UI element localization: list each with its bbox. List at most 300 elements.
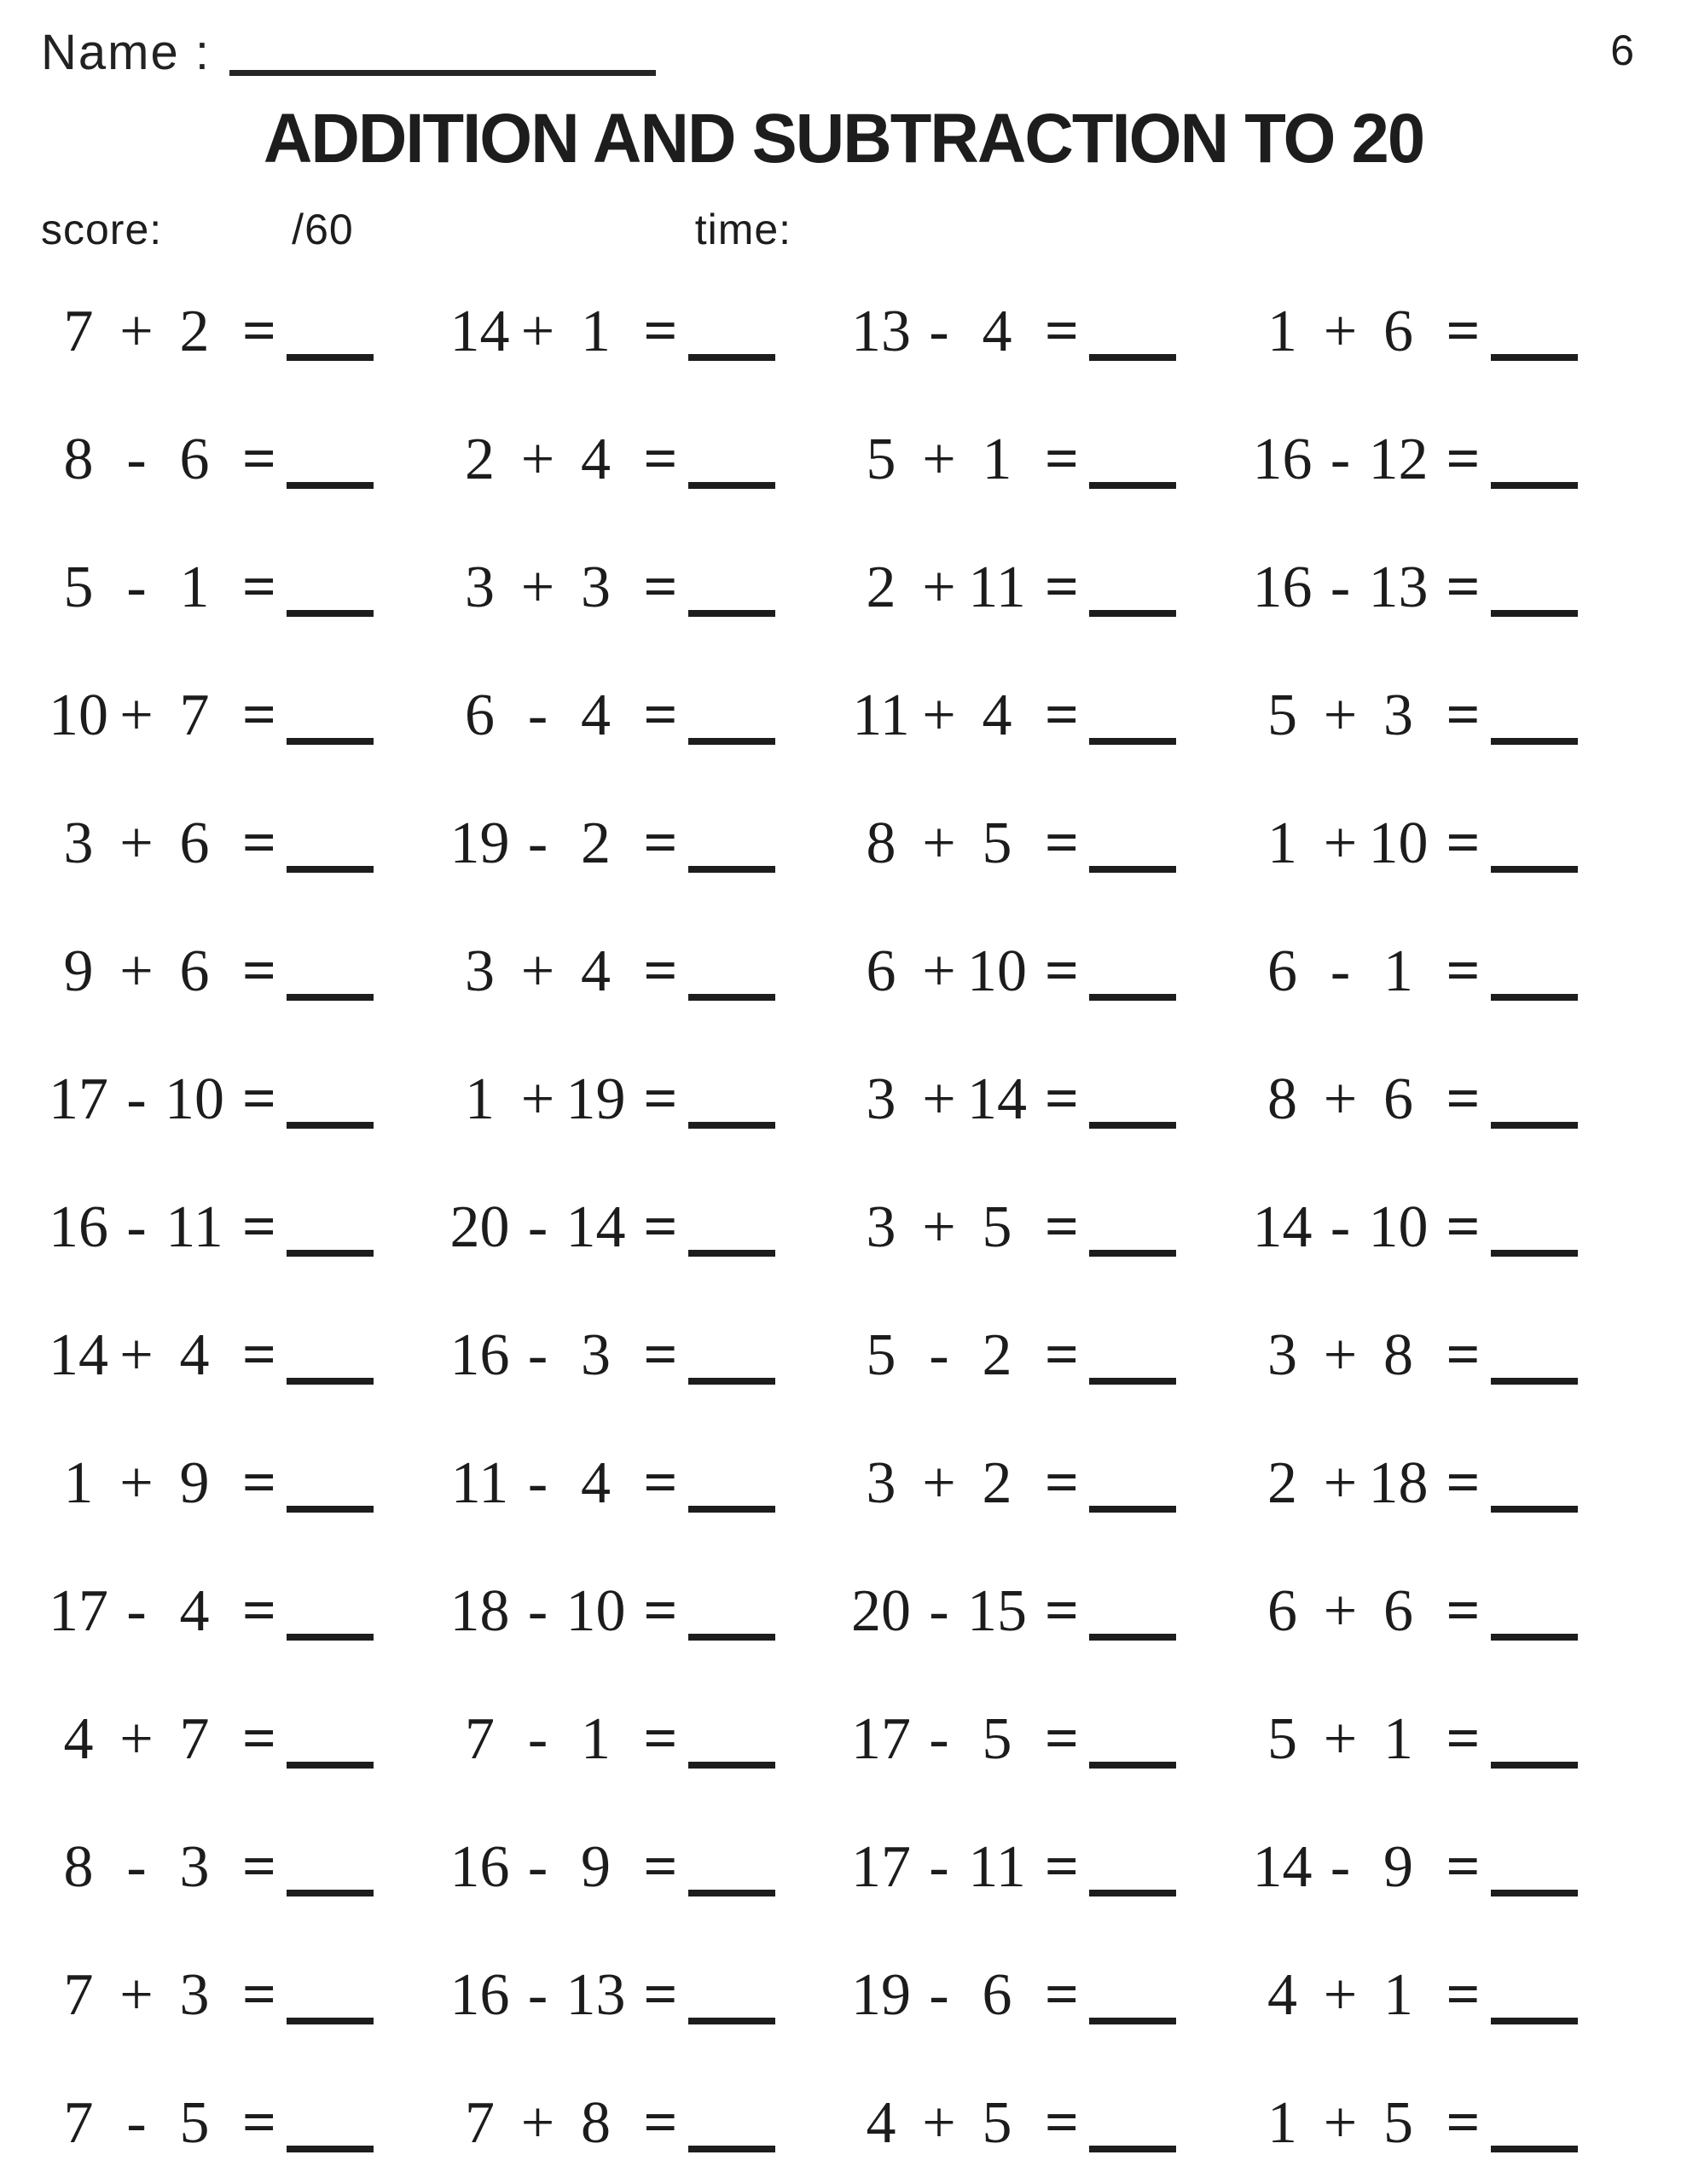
operand-a: 17 [851, 1706, 911, 1772]
equals-sign: = [1446, 1962, 1481, 2028]
equals-sign: = [1045, 427, 1079, 492]
operand-a: 3 [866, 1066, 896, 1132]
operand-a: 16 [449, 1322, 510, 1388]
operand-b: 5 [982, 2090, 1012, 2156]
operator: - [126, 1066, 147, 1132]
answer-blank[interactable] [287, 994, 374, 1001]
operator: - [527, 1450, 548, 1516]
equals-sign: = [1045, 682, 1079, 748]
answer-blank[interactable] [1089, 1634, 1176, 1641]
operator: - [1330, 427, 1351, 492]
answer-blank[interactable] [1089, 738, 1176, 745]
operator: - [126, 2090, 147, 2156]
problem [844, 2089, 1245, 2158]
problem [1245, 1577, 1647, 1646]
problem [1245, 1833, 1647, 1902]
answer-blank[interactable] [1491, 1890, 1578, 1896]
problem [41, 1833, 443, 1902]
score-time-row [41, 205, 1646, 256]
problem [844, 1577, 1245, 1646]
answer-blank[interactable] [688, 866, 775, 873]
operator: - [527, 810, 548, 876]
operand-b: 5 [1383, 2090, 1413, 2156]
answer-blank[interactable] [688, 610, 775, 617]
problem [1245, 1961, 1647, 2030]
operand-b: 6 [1383, 1578, 1413, 1644]
problem [443, 938, 844, 1006]
answer-blank[interactable] [287, 738, 374, 745]
answer-blank[interactable] [1089, 1378, 1176, 1385]
operator: + [520, 299, 555, 364]
operand-a: 5 [866, 427, 896, 492]
operand-b: 2 [581, 810, 611, 876]
operator: + [1323, 1450, 1358, 1516]
operand-a: 20 [851, 1578, 911, 1644]
equals-sign: = [242, 2090, 276, 2156]
operand-b: 4 [179, 1322, 210, 1388]
equals-sign: = [1045, 938, 1079, 1004]
answer-blank[interactable] [1491, 610, 1578, 617]
answer-blank[interactable] [688, 2018, 775, 2024]
answer-blank[interactable] [1089, 610, 1176, 617]
operand-b: 1 [1383, 938, 1413, 1004]
operand-a: 7 [63, 299, 94, 364]
operand-a: 2 [1267, 1450, 1297, 1516]
operand-b: 5 [982, 1706, 1012, 1772]
time-label: time: [694, 206, 792, 253]
answer-blank[interactable] [287, 482, 374, 489]
operator: - [1330, 555, 1351, 620]
answer-blank[interactable] [1491, 1762, 1578, 1769]
problem [844, 426, 1245, 494]
operand-b: 11 [968, 555, 1026, 620]
answer-blank[interactable] [688, 1890, 775, 1896]
operand-a: 2 [465, 427, 495, 492]
operand-b: 1 [1383, 1962, 1413, 2028]
problem [41, 810, 443, 878]
problem [443, 1066, 844, 1134]
problem [1245, 682, 1647, 750]
operand-b: 3 [581, 555, 611, 620]
answer-blank[interactable] [1491, 738, 1578, 745]
score-total: /60 [292, 206, 354, 253]
problem [1245, 1705, 1647, 1774]
operand-b: 6 [1383, 299, 1413, 364]
operand-a: 16 [1252, 555, 1313, 620]
operator: - [126, 427, 147, 492]
answer-blank[interactable] [1491, 1250, 1578, 1257]
operator: - [929, 1962, 949, 2028]
operator: + [119, 1962, 154, 2028]
operand-b: 5 [982, 1194, 1012, 1260]
operand-a: 6 [866, 938, 896, 1004]
equals-sign: = [1045, 1834, 1079, 1900]
operand-b: 10 [1368, 810, 1429, 876]
equals-sign: = [1446, 1066, 1481, 1132]
operand-a: 2 [866, 555, 896, 620]
answer-blank[interactable] [1089, 1250, 1176, 1257]
answer-blank[interactable] [1089, 1122, 1176, 1129]
answer-blank[interactable] [287, 1890, 374, 1896]
answer-blank[interactable] [1089, 994, 1176, 1001]
operand-a: 11 [852, 682, 910, 748]
operand-a: 6 [1267, 938, 1297, 1004]
problem [1245, 1066, 1647, 1134]
answer-blank[interactable] [287, 1378, 374, 1385]
problem [443, 1833, 844, 1902]
answer-blank[interactable] [1491, 866, 1578, 873]
operator: + [1323, 1066, 1358, 1132]
equals-sign: = [1446, 427, 1481, 492]
operand-a: 3 [1267, 1322, 1297, 1388]
problem [844, 1194, 1245, 1262]
operand-b: 6 [982, 1962, 1012, 2028]
equals-sign: = [242, 555, 276, 620]
operator: + [1323, 2090, 1358, 2156]
operator: - [1330, 1194, 1351, 1260]
operand-a: 5 [63, 555, 94, 620]
answer-blank[interactable] [1491, 1378, 1578, 1385]
operator: + [1323, 682, 1358, 748]
answer-blank[interactable] [287, 1762, 374, 1769]
operand-a: 10 [49, 682, 108, 748]
operand-b: 1 [581, 299, 611, 364]
answer-blank[interactable] [688, 1634, 775, 1641]
answer-blank[interactable] [1089, 866, 1176, 873]
operand-b: 10 [1368, 1194, 1429, 1260]
operator: + [520, 2090, 555, 2156]
operator: - [527, 1962, 548, 2028]
answer-blank[interactable] [1491, 1122, 1578, 1129]
problem [41, 1449, 443, 1518]
equals-sign: = [643, 1450, 678, 1516]
operand-a: 17 [49, 1578, 108, 1644]
operator: + [1323, 299, 1358, 364]
operand-a: 4 [866, 2090, 896, 2156]
equals-sign: = [1446, 1706, 1481, 1772]
equals-sign: = [242, 682, 276, 748]
answer-blank[interactable] [1491, 1506, 1578, 1513]
problem [1245, 426, 1647, 494]
operator: - [929, 1706, 949, 1772]
equals-sign: = [1446, 1578, 1481, 1644]
problems-grid [41, 268, 1646, 2184]
equals-sign: = [242, 1194, 276, 1260]
operator: - [126, 1194, 147, 1260]
operator: - [1330, 938, 1351, 1004]
answer-blank[interactable] [688, 1506, 775, 1513]
operand-b: 11 [968, 1834, 1026, 1900]
operator: + [119, 299, 154, 364]
operand-a: 7 [465, 1706, 495, 1772]
equals-sign: = [1446, 1450, 1481, 1516]
operand-b: 3 [179, 1962, 210, 2028]
problem [41, 1705, 443, 1774]
operand-b: 13 [1368, 555, 1429, 620]
operator: + [922, 938, 956, 1004]
answer-blank[interactable] [287, 2018, 374, 2024]
operand-a: 1 [465, 1066, 495, 1132]
answer-blank[interactable] [287, 1506, 374, 1513]
equals-sign: = [242, 1450, 276, 1516]
answer-blank[interactable] [1089, 2018, 1176, 2024]
equals-sign: = [242, 1578, 276, 1644]
equals-sign: = [1446, 1834, 1481, 1900]
equals-sign: = [1446, 2090, 1481, 2156]
name-input-line[interactable] [229, 70, 656, 76]
problem [41, 554, 443, 622]
equals-sign: = [643, 1578, 678, 1644]
operand-a: 11 [450, 1450, 509, 1516]
equals-sign: = [1045, 1450, 1079, 1516]
answer-blank[interactable] [1089, 1762, 1176, 1769]
operand-b: 12 [1368, 427, 1429, 492]
problem [1245, 810, 1647, 878]
operand-b: 8 [1383, 1322, 1413, 1388]
operand-b: 4 [581, 1450, 611, 1516]
equals-sign: = [643, 1834, 678, 1900]
answer-blank[interactable] [688, 482, 775, 489]
operand-b: 4 [982, 299, 1012, 364]
header-top-row [41, 24, 1646, 99]
answer-blank[interactable] [1089, 354, 1176, 361]
equals-sign: = [643, 299, 678, 364]
operand-b: 11 [165, 1194, 223, 1260]
operand-a: 6 [465, 682, 495, 748]
answer-blank[interactable] [1491, 994, 1578, 1001]
problem [844, 682, 1245, 750]
operand-b: 2 [982, 1322, 1012, 1388]
page-number: 6 [1610, 26, 1634, 74]
problem [41, 426, 443, 494]
operand-b: 1 [581, 1706, 611, 1772]
problem [844, 554, 1245, 622]
operand-b: 10 [967, 938, 1027, 1004]
problem [844, 1066, 1245, 1134]
operand-a: 14 [449, 299, 510, 364]
operand-b: 10 [565, 1578, 626, 1644]
equals-sign: = [643, 555, 678, 620]
equals-sign: = [242, 1834, 276, 1900]
equals-sign: = [1446, 682, 1481, 748]
equals-sign: = [643, 682, 678, 748]
equals-sign: = [1045, 555, 1079, 620]
operand-a: 1 [63, 1450, 94, 1516]
equals-sign: = [242, 427, 276, 492]
answer-blank[interactable] [1089, 482, 1176, 489]
operator: + [922, 810, 956, 876]
answer-blank[interactable] [1089, 1506, 1176, 1513]
answer-blank[interactable] [1491, 1634, 1578, 1641]
problem [41, 1577, 443, 1646]
operand-a: 6 [1267, 1578, 1297, 1644]
problem [443, 810, 844, 878]
problem [41, 1194, 443, 1262]
answer-blank[interactable] [287, 1122, 374, 1129]
operand-b: 8 [581, 2090, 611, 2156]
operator: + [520, 555, 555, 620]
answer-blank[interactable] [1491, 2018, 1578, 2024]
operand-b: 6 [179, 810, 210, 876]
problem [443, 1577, 844, 1646]
answer-blank[interactable] [287, 354, 374, 361]
problem [1245, 938, 1647, 1006]
answer-blank[interactable] [1089, 2146, 1176, 2152]
operand-a: 9 [63, 938, 94, 1004]
operator: - [527, 1578, 548, 1644]
operand-b: 18 [1368, 1450, 1429, 1516]
answer-blank[interactable] [688, 738, 775, 745]
operand-b: 4 [581, 427, 611, 492]
operand-b: 5 [179, 2090, 210, 2156]
problem [41, 1321, 443, 1390]
operand-a: 8 [866, 810, 896, 876]
operand-a: 14 [1252, 1194, 1313, 1260]
problem [443, 1961, 844, 2030]
operand-a: 3 [465, 555, 495, 620]
operator: + [1323, 1706, 1358, 1772]
problem [1245, 1321, 1647, 1390]
operand-a: 5 [1267, 682, 1297, 748]
operand-b: 13 [565, 1962, 626, 2028]
operand-a: 3 [63, 810, 94, 876]
operator: + [520, 938, 555, 1004]
problem [41, 938, 443, 1006]
equals-sign: = [242, 1066, 276, 1132]
answer-blank[interactable] [688, 354, 775, 361]
operator: + [922, 1066, 956, 1132]
answer-blank[interactable] [287, 610, 374, 617]
operand-a: 5 [866, 1322, 896, 1388]
operator: + [922, 682, 956, 748]
operand-a: 16 [49, 1194, 108, 1260]
operand-b: 1 [982, 427, 1012, 492]
operand-b: 19 [565, 1066, 626, 1132]
equals-sign: = [1045, 1962, 1079, 2028]
problem [443, 1194, 844, 1262]
operand-b: 4 [982, 682, 1012, 748]
problem [1245, 554, 1647, 622]
problem [844, 1961, 1245, 2030]
answer-blank[interactable] [688, 994, 775, 1001]
problem [844, 1705, 1245, 1774]
problem [41, 298, 443, 366]
equals-sign: = [1045, 810, 1079, 876]
problem [844, 1449, 1245, 1518]
equals-sign: = [1045, 299, 1079, 364]
problem [844, 1321, 1245, 1390]
operator: - [929, 1834, 949, 1900]
answer-blank[interactable] [688, 1122, 775, 1129]
name-label: Name : [41, 25, 211, 80]
operand-a: 19 [449, 810, 510, 876]
operand-b: 5 [982, 810, 1012, 876]
operator: - [1330, 1834, 1351, 1900]
operator: + [119, 682, 154, 748]
operand-a: 16 [1252, 427, 1313, 492]
operand-b: 14 [967, 1066, 1027, 1132]
equals-sign: = [1446, 1194, 1481, 1260]
problem [443, 554, 844, 622]
operand-a: 3 [866, 1450, 896, 1516]
operator: - [929, 1322, 949, 1388]
answer-blank[interactable] [688, 1762, 775, 1769]
operand-a: 19 [851, 1962, 911, 2028]
operator: - [126, 1834, 147, 1900]
answer-blank[interactable] [287, 2146, 374, 2152]
operator: + [119, 938, 154, 1004]
operand-a: 1 [1267, 2090, 1297, 2156]
equals-sign: = [1045, 2090, 1079, 2156]
equals-sign: = [643, 1194, 678, 1260]
operator: - [126, 1578, 147, 1644]
problem [1245, 2089, 1647, 2158]
operator: - [527, 1706, 548, 1772]
operand-b: 9 [1383, 1834, 1413, 1900]
operand-b: 4 [179, 1578, 210, 1644]
answer-blank[interactable] [1491, 482, 1578, 489]
operand-a: 14 [1252, 1834, 1313, 1900]
operand-b: 9 [581, 1834, 611, 1900]
answer-blank[interactable] [287, 866, 374, 873]
operand-b: 6 [1383, 1066, 1413, 1132]
answer-blank[interactable] [287, 1250, 374, 1257]
operand-b: 15 [967, 1578, 1027, 1644]
equals-sign: = [1045, 1706, 1079, 1772]
answer-blank[interactable] [1491, 2146, 1578, 2152]
operator: + [1323, 810, 1358, 876]
problem [443, 298, 844, 366]
equals-sign: = [1446, 299, 1481, 364]
operand-a: 20 [449, 1194, 510, 1260]
name-block [41, 24, 656, 81]
problem [1245, 298, 1647, 366]
operand-b: 3 [1383, 682, 1413, 748]
equals-sign: = [242, 938, 276, 1004]
operand-a: 7 [465, 2090, 495, 2156]
answer-blank[interactable] [688, 2146, 775, 2152]
equals-sign: = [1045, 1578, 1079, 1644]
operand-a: 18 [449, 1578, 510, 1644]
operator: + [119, 1322, 154, 1388]
answer-blank[interactable] [688, 1250, 775, 1257]
operator: - [527, 1194, 548, 1260]
operand-b: 1 [1383, 1706, 1413, 1772]
operand-b: 4 [581, 938, 611, 1004]
answer-blank[interactable] [1491, 354, 1578, 361]
operand-a: 8 [63, 427, 94, 492]
operand-a: 1 [1267, 299, 1297, 364]
operand-b: 10 [165, 1066, 224, 1132]
equals-sign: = [242, 1962, 276, 2028]
score-label: score: [41, 206, 163, 253]
operator: - [929, 1578, 949, 1644]
equals-sign: = [1045, 1066, 1079, 1132]
equals-sign: = [1045, 1322, 1079, 1388]
answer-blank[interactable] [287, 1634, 374, 1641]
equals-sign: = [643, 1066, 678, 1132]
answer-blank[interactable] [688, 1378, 775, 1385]
answer-blank[interactable] [1089, 1890, 1176, 1896]
equals-sign: = [242, 810, 276, 876]
problem [443, 426, 844, 494]
operand-b: 6 [179, 938, 210, 1004]
operand-a: 8 [63, 1834, 94, 1900]
operand-a: 13 [851, 299, 911, 364]
equals-sign: = [1045, 1194, 1079, 1260]
operand-b: 1 [179, 555, 210, 620]
operator: + [119, 810, 154, 876]
